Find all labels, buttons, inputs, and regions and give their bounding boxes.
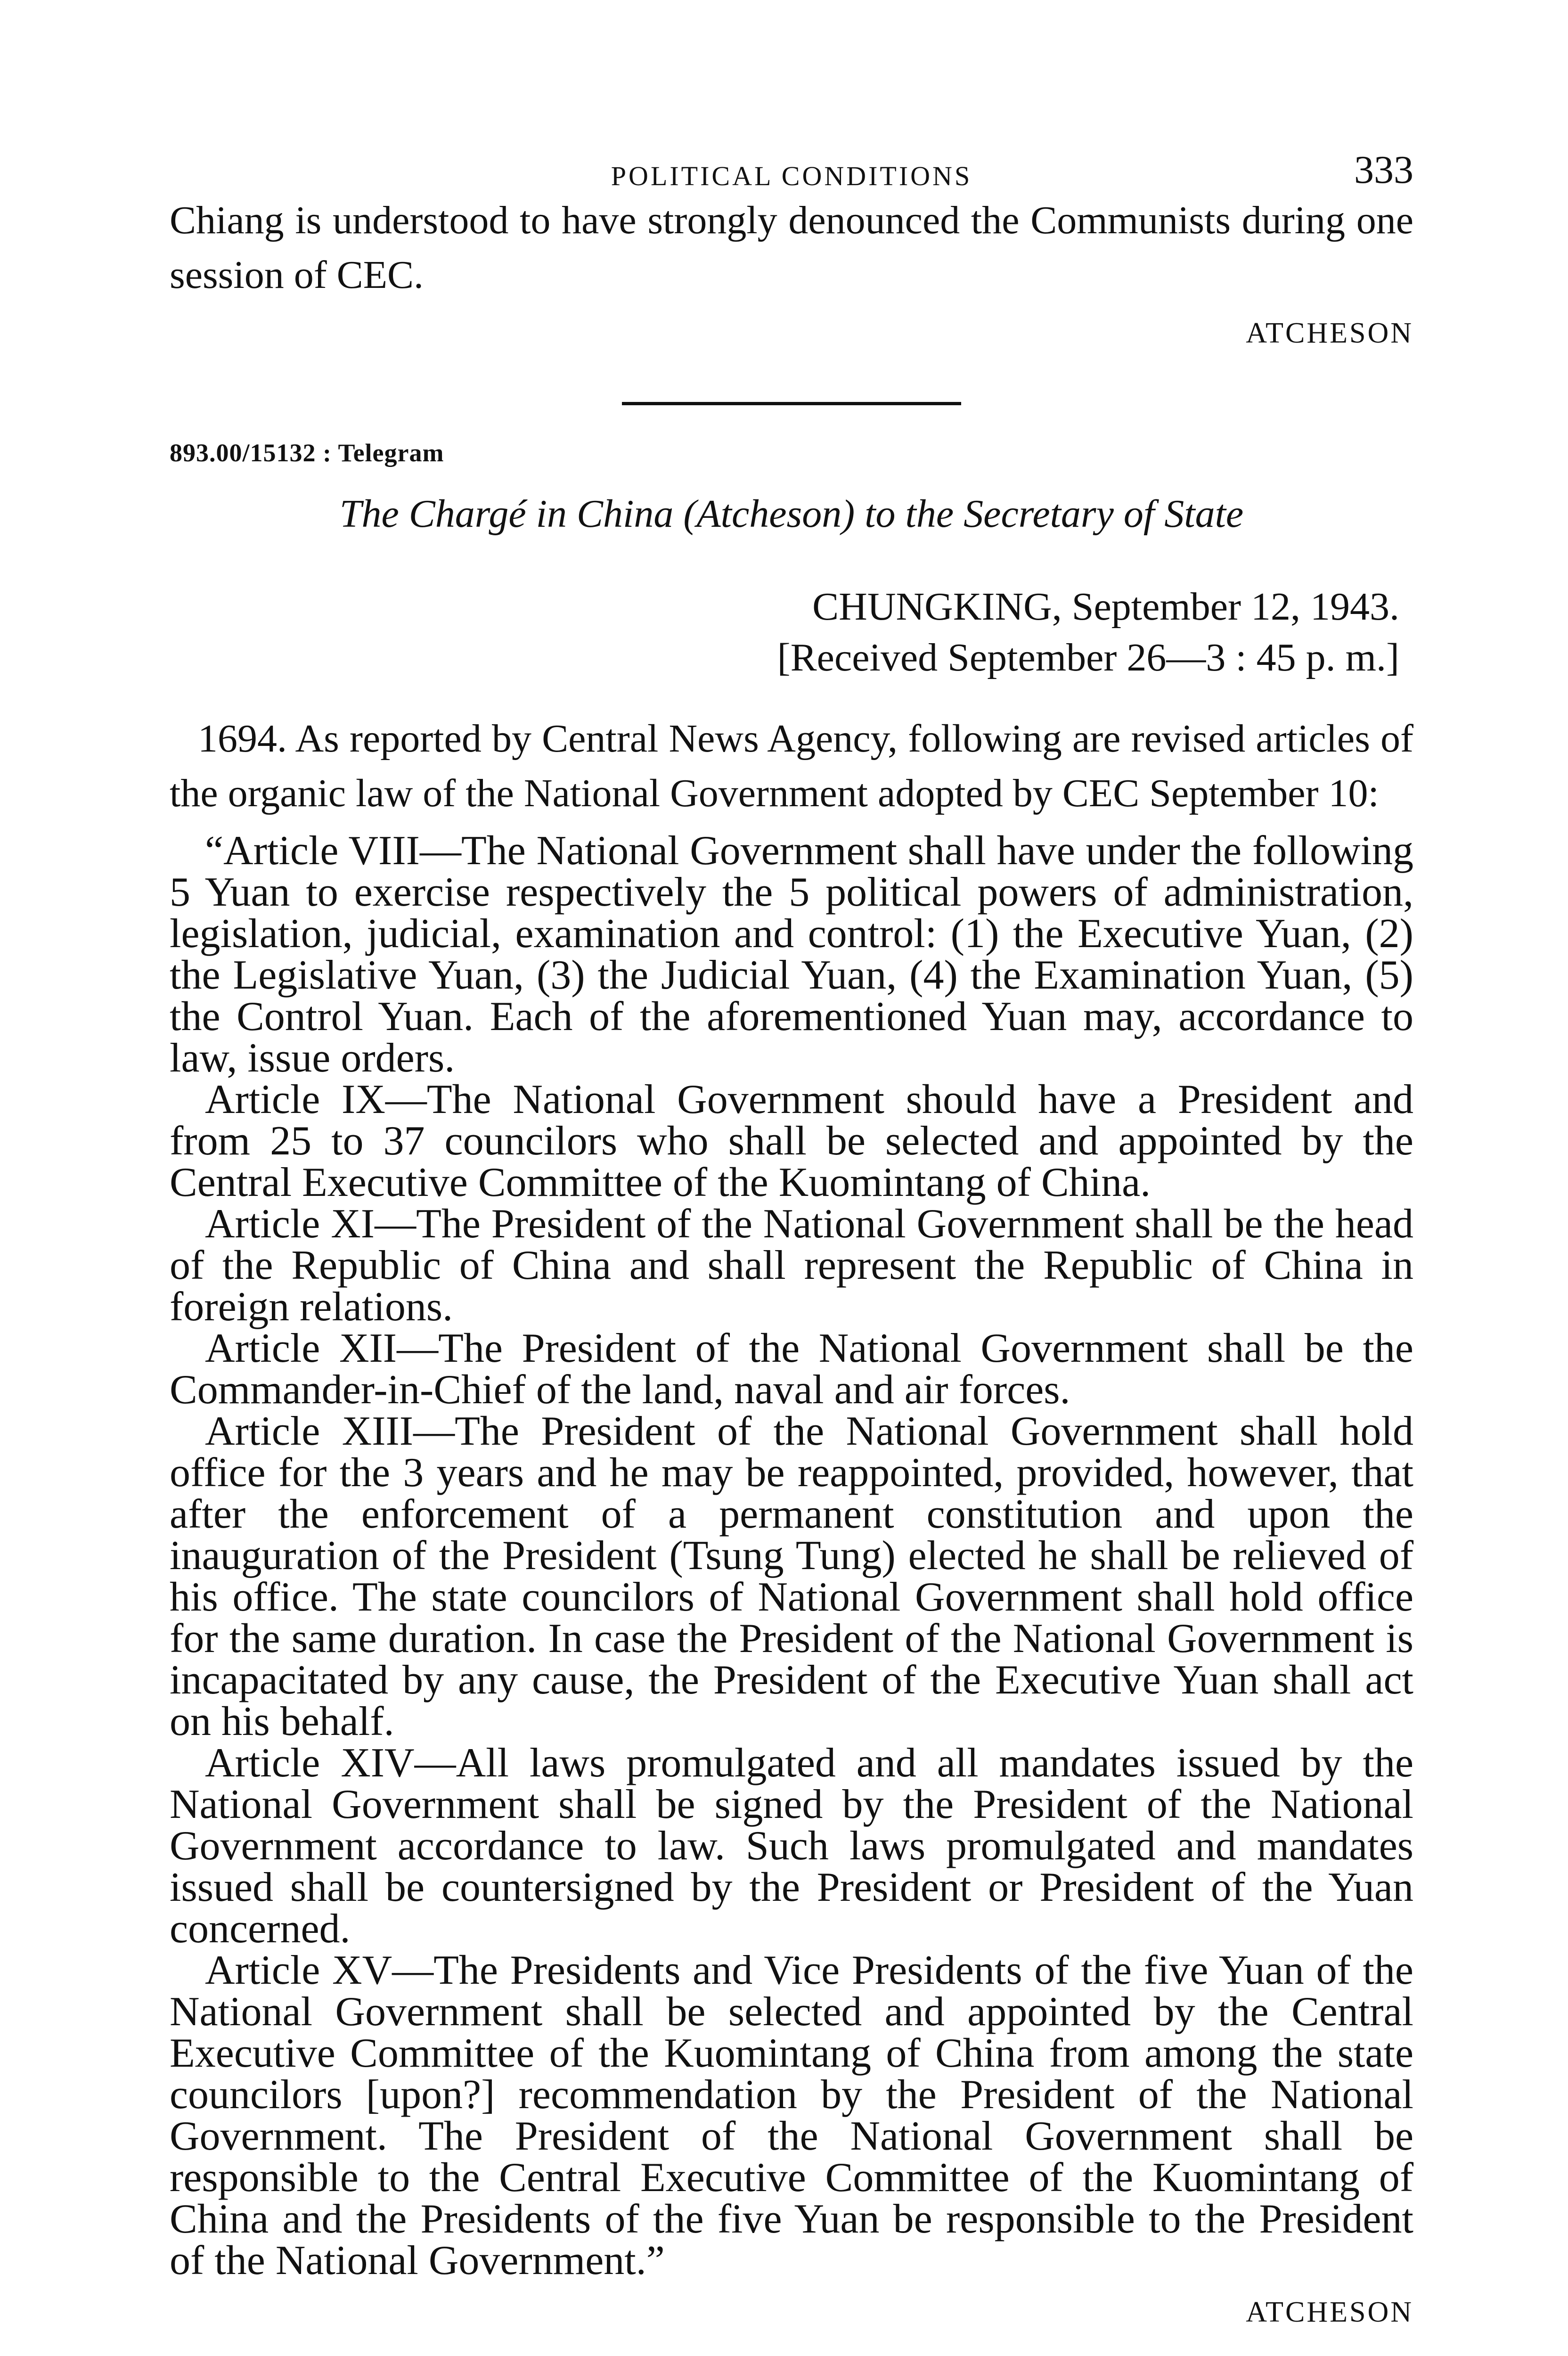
telegram-signature: ATCHESON <box>1246 2296 1413 2328</box>
intro-paragraph: Chiang is understood to have strongly denounced the Communists during one session of CEC. <box>170 198 1413 297</box>
quoted-articles <box>170 830 1413 2282</box>
dateline <box>170 581 1413 683</box>
document-page <box>170 141 1413 2329</box>
page-number: 333 <box>1354 148 1413 192</box>
article-paragraph: Article IX—The National Government should have a President and from 25 to 37 councilors who shall be selected and appointed by the Central Executive Committee of the Kuomintang of China. <box>170 1077 1413 1205</box>
intro-signature: ATCHESON <box>1246 317 1413 349</box>
article-paragraph: “Article VIII—The National Government shall have under the following 5 Yuan to exercise respectively the 5 political powers of administration, legislation, judicial, examination and control: (1) the Executive Yuan, (2) the Legislative Yuan, (3) the Judicial Yuan, (4) the Examination Yuan, (5) the Control Yuan. Each of the aforementioned Yuan may, accordance to law, issue orders. <box>170 828 1413 1081</box>
article-paragraph: Article XIV—All laws promulgated and all mandates issued by the National Government shall be signed by the President of the National Government accordance to law. Such laws promulgated and mandates issued shall be countersigned by the President or President of the Yuan concerned. <box>170 1740 1413 1952</box>
section-divider <box>622 402 961 405</box>
running-title: POLITICAL CONDITIONS <box>611 161 972 191</box>
dateline-received: [Received September 26—3 : 45 p. m.] <box>777 636 1399 679</box>
article-paragraph: Article XI—The President of the National Government shall be the head of the Republic of China and shall represent the Republic of China in foreign relations. <box>170 1201 1413 1330</box>
article-paragraph: Article XIII—The President of the National Government shall hold office for the 3 years and he may be reappointed, provided, however, that after the enforcement of a permanent constitution and upon the inauguration of the President (Tsung Tung) elected he shall be relieved of his office. The state councilors of National Government shall hold office for the same duration. In case the President of the National Government is incapacitated by any cause, the President of the Executive Yuan shall act on his behalf. <box>170 1408 1413 1744</box>
running-header <box>170 141 1413 193</box>
file-reference: 893.00/15132 : Telegram <box>170 439 444 467</box>
dateline-sent <box>170 581 1399 632</box>
article-paragraph: Article XII—The President of the National Government shall be the Commander-in-Chief of the land, naval and air forces. <box>170 1325 1413 1413</box>
dateline-place: CHUNGKING <box>812 585 1052 629</box>
article-paragraph: Article XV—The Presidents and Vice Presidents of the five Yuan of the National Government shall be selected and appointed by the Central Executive Committee of the Kuomintang of China from among the state councilors [upon?] recommendation by the President of the National Government. The President of the National Government shall be responsible to the Central Executive Committee of the Kuomintang of China and the Presidents of the five Yuan be responsible to the President of the National Government.” <box>170 1947 1413 2283</box>
document-heading: The Chargé in China (Atcheson) to the Secretary of State <box>339 492 1244 536</box>
telegram-opening: 1694. As reported by Central News Agency, following are revised articles of the organic law of the National Government adopted by CEC September 10: <box>170 717 1413 815</box>
dateline-date: , September 12, 1943. <box>1052 585 1399 629</box>
